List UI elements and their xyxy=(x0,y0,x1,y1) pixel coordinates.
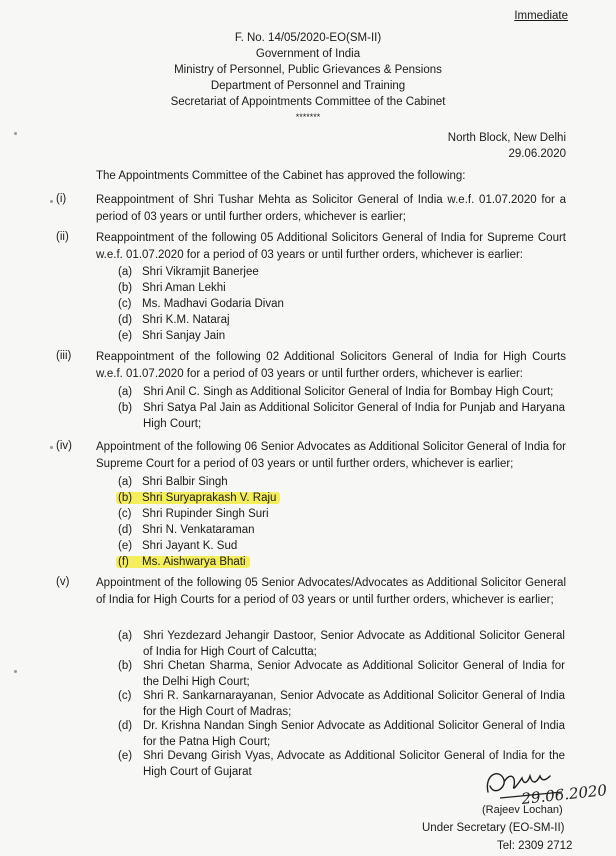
item-label: (a) xyxy=(118,630,133,642)
item-text: Shri Rupinder Singh Suri xyxy=(142,508,269,520)
item-text: Shri Aman Lekhi xyxy=(142,282,226,294)
item-text: Shri Devang Girish Vyas, Advocate as Additional Solicitor General of India for the High Court of Gujarat xyxy=(143,750,565,778)
item-label: (c) xyxy=(118,508,132,520)
item-label: (f) xyxy=(118,556,129,568)
list-item xyxy=(118,718,565,750)
item-label: (e) xyxy=(118,750,133,762)
list-item xyxy=(118,522,255,538)
header-secretariat: Secretariat of Appointments Committee of the Cabinet xyxy=(170,96,446,108)
file-number: F. No. 14/05/2020-EO(SM-II) xyxy=(234,32,382,44)
margin-mark xyxy=(14,670,17,673)
item-text: Shri Yezdezard Jehangir Dastoor, Senior Advocate as Additional Solicitor General of India for High Court of Calcutta; xyxy=(143,630,565,658)
item-label: (d) xyxy=(118,524,133,536)
item-text: Dr. Krishna Nandan Singh Senior Advocate as Additional Solicitor General of India for the Patna High Court; xyxy=(143,720,565,748)
highlight-marker xyxy=(116,492,280,504)
item-text: Shri Suryaprakash V. Raju xyxy=(142,492,277,504)
item-label: (c) xyxy=(118,298,132,310)
section-text: Reappointment of the following 02 Additional Solicitors General of India for High Courts w.e.f. 01.07.2020 for a period of 03 years or until further orders, whichever is earlier: xyxy=(96,351,566,380)
item-label: (e) xyxy=(118,330,133,342)
list-item xyxy=(118,384,565,400)
margin-mark xyxy=(50,446,53,449)
item-label: (b) xyxy=(118,402,133,414)
list-item xyxy=(118,264,259,280)
list-item xyxy=(118,506,269,522)
item-label: (b) xyxy=(118,492,133,504)
item-label: (b) xyxy=(118,660,133,672)
list-item xyxy=(118,688,565,720)
list-item xyxy=(118,280,226,296)
section-text: Appointment of the following 05 Senior Advocates/Advocates as Additional Solicitor General of India for High Courts for a period of 03 years or until further orders, whichever is earlier; xyxy=(96,577,566,606)
date: 29.06.2020 xyxy=(508,148,566,160)
item-text: Shri N. Venkataraman xyxy=(142,524,255,536)
item-label: (e) xyxy=(118,540,133,552)
section-number: (i) xyxy=(56,193,67,205)
place: North Block, New Delhi xyxy=(447,132,566,144)
item-text: Ms. Madhavi Godaria Divan xyxy=(142,298,284,310)
item-label: (a) xyxy=(118,476,133,488)
list-item xyxy=(118,658,565,690)
header-ministry: Ministry of Personnel, Public Grievances & Pensions xyxy=(174,64,442,76)
priority-label: Immediate xyxy=(514,10,568,22)
margin-mark xyxy=(14,132,17,135)
header-department: Department of Personnel and Training xyxy=(210,80,406,92)
section-number: (ii) xyxy=(56,231,69,243)
header-separator: ******* xyxy=(295,112,321,122)
item-text: Shri Sanjay Jain xyxy=(142,330,226,342)
section-text: Reappointment of Shri Tushar Mehta as Solicitor General of India w.e.f. 01.07.2020 for a period of 03 years or until further orders, whichever is earlier; xyxy=(96,194,566,223)
item-text: Shri Satya Pal Jain as Additional Solicitor General of India for Punjab and Haryana High Court; xyxy=(143,402,565,430)
section-number: (v) xyxy=(56,576,70,588)
list-item xyxy=(118,312,230,328)
highlight-marker xyxy=(116,556,250,568)
item-label: (a) xyxy=(118,386,133,398)
section-text: Reappointment of the following 05 Additional Solicitors General of India for Supreme Court w.e.f. 01.07.2020 for a period of 03 years or until further orders, whichever is earlier: xyxy=(96,232,566,261)
list-item xyxy=(118,328,225,344)
section-number: (iv) xyxy=(56,440,72,452)
svg-text:29.06.2020: 29.06.2020 xyxy=(520,781,608,808)
list-item xyxy=(118,538,237,554)
list-item xyxy=(118,474,228,490)
section-text: Appointment of the following 06 Senior Advocates as Additional Solicitor General of India for Supreme Court for a period of 03 years or until further orders, whichever is earlier; xyxy=(96,441,566,470)
signatory-name: (Rajeev Lochan) xyxy=(482,804,563,816)
item-text: Shri Balbir Singh xyxy=(142,476,228,488)
intro-text: The Appointments Committee of the Cabinet has approved the following: xyxy=(96,170,466,182)
item-text: Ms. Aishwarya Bhati xyxy=(142,556,246,568)
item-text: Shri Jayant K. Sud xyxy=(142,540,238,552)
item-label: (a) xyxy=(118,266,133,278)
item-label: (d) xyxy=(118,314,133,326)
list-item xyxy=(118,296,284,312)
item-label: (b) xyxy=(118,282,133,294)
item-text: Shri Anil C. Singh as Additional Solicitor General of India for Bombay High Court; xyxy=(143,386,554,398)
margin-mark xyxy=(50,200,53,203)
signatory-designation: Under Secretary (EO-SM-II) xyxy=(422,822,565,834)
section-number: (iii) xyxy=(56,350,72,362)
item-text: Shri Chetan Sharma, Senior Advocate as Additional Solicitor General of India for the Delhi High Court; xyxy=(143,660,565,688)
list-item xyxy=(118,490,280,506)
list-item xyxy=(118,554,250,570)
list-item xyxy=(118,400,565,432)
list-item xyxy=(118,628,565,660)
item-text: Shri K.M. Nataraj xyxy=(142,314,230,326)
item-label: (d) xyxy=(118,720,133,732)
signatory-telephone: Tel: 2309 2712 xyxy=(497,840,573,852)
item-text: Shri Vikramjit Banerjee xyxy=(142,266,259,278)
header-government: Government of India xyxy=(255,48,361,60)
item-text: Shri R. Sankarnarayanan, Senior Advocate as Additional Solicitor General of India for the High Court of Madras; xyxy=(143,690,565,718)
item-label: (c) xyxy=(118,690,132,702)
